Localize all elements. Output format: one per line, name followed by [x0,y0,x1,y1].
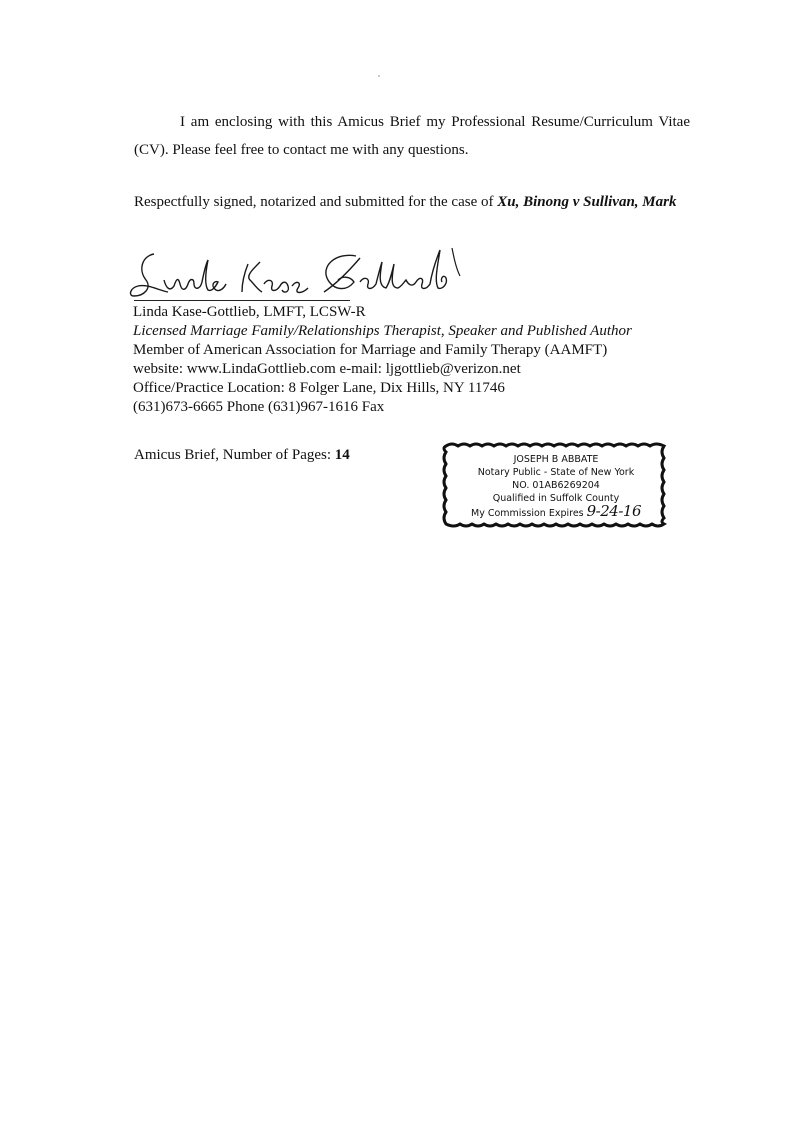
page-count-label: Amicus Brief, Number of Pages: [134,447,332,463]
case-name: Xu, Binong v Sullivan, Mark [497,194,677,210]
scan-speck [378,75,380,77]
notary-number: NO. 01AB6269204 [512,480,600,491]
signature-underline [134,300,350,301]
author-phone-fax: (631)673-6665 Phone (631)967-1616 Fax [133,399,385,415]
submission-intro: Respectfully signed, notarized and submitted for the case of [134,194,494,210]
enclosure-paragraph: I am enclosing with this Amicus Brief my Professional Resume/Curriculum Vitae (CV). Please feel free to contact me with any questions. [134,114,690,158]
notary-title: Notary Public - State of New York [477,467,635,478]
notary-expiration-date: 9-24-16 [586,502,641,520]
notary-expiration [471,502,641,520]
notary-expiration-label: My Commission Expires [471,508,584,519]
page-count-value: 14 [334,447,350,463]
notary-county: Qualified in Suffolk County [492,493,620,504]
author-block [133,303,632,417]
notary-name: JOSEPH B ABBATE [513,454,599,465]
submission-paragraph [134,188,690,216]
handwritten-signature [124,236,484,306]
author-name: Linda Kase-Gottlieb, LMFT, LCSW-R [133,304,366,320]
author-website-email: website: www.LindaGottlieb.com e-mail: ljgottlieb@verizon.net [133,361,521,377]
author-office: Office/Practice Location: 8 Folger Lane, Dix Hills, NY 11746 [133,380,505,396]
author-title: Licensed Marriage Family/Relationships Therapist, Speaker and Published Author [133,323,632,339]
notary-stamp-text [452,453,660,520]
author-membership: Member of American Association for Marriage and Family Therapy (AAMFT) [133,342,608,358]
page-count [134,447,350,464]
